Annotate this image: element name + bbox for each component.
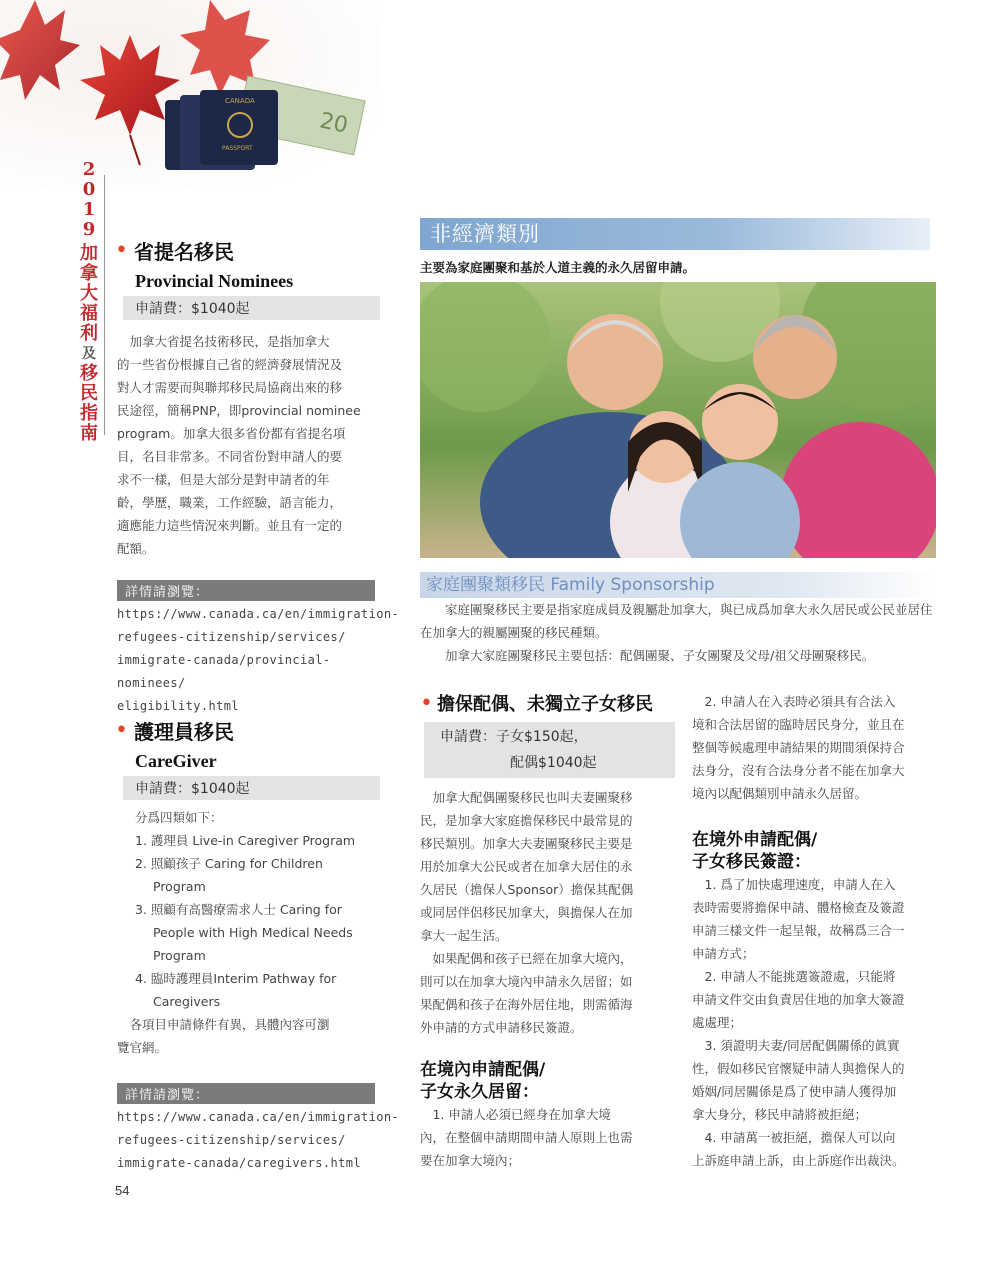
provincial-title-cn: 省提名移民 bbox=[133, 240, 234, 264]
side-title-year-char: 1 bbox=[82, 199, 96, 220]
body-line: 婚姻/同居關係是爲了使申請人獲得加 bbox=[692, 1084, 897, 1099]
caregiver-list-line: People with High Medical Needs bbox=[153, 925, 353, 940]
caregiver-list-line: 3. 照顧有高醫療需求人士 Caring for bbox=[135, 902, 342, 917]
body-line: 目，名目非常多。不同省份對申請人的要 bbox=[117, 449, 343, 464]
body-line: 1. 申請人必須已經身在加拿大境 bbox=[432, 1107, 611, 1122]
inland-title-line2: 子女永久居留： bbox=[420, 1082, 539, 1102]
svg-text:CANADA: CANADA bbox=[225, 97, 255, 105]
caregiver-title-cn: 護理員移民 bbox=[133, 720, 234, 744]
spouse-fee-line2: 配偶$1040起 bbox=[510, 755, 597, 771]
spouse-body bbox=[420, 786, 675, 1039]
family-sponsorship-p2: 加拿大家庭團聚移民主要包括：配偶團聚、子女團聚及父母/祖父母團聚移民。 bbox=[445, 648, 875, 663]
detail-label: 詳情請瀏覽： bbox=[117, 1083, 375, 1104]
body-line: 則可以在加拿大境內申請永久居留；如 bbox=[420, 974, 633, 989]
family-sponsorship-p1: 家庭團聚移民主要是指家庭成員及親屬赴加拿大，與已成爲加拿大永久居民或公民並居住在加拿大的親屬團聚的移民種類。 bbox=[420, 602, 933, 640]
spouse-section bbox=[420, 690, 675, 1172]
caregiver-closing bbox=[117, 1013, 380, 1059]
col3-section bbox=[692, 690, 942, 1172]
spouse-fee bbox=[424, 722, 675, 778]
url-line: immigrate-canada/caregivers.html bbox=[117, 1156, 361, 1170]
caregiver-list-line: 1. 護理員 Live-in Caregiver Program bbox=[135, 833, 356, 848]
caregiver-list-line: Program bbox=[153, 879, 206, 894]
inland-body bbox=[420, 1103, 675, 1172]
outland-title-line2: 子女移民簽證： bbox=[692, 852, 811, 872]
provincial-title-en: Provincial Nominees bbox=[135, 271, 294, 291]
outland-title-line1: 在境外申請配偶/ bbox=[692, 830, 818, 850]
family-sponsorship-band bbox=[420, 572, 936, 598]
family-sponsorship-title: 家庭團聚類移民 Family Sponsorship bbox=[426, 575, 715, 595]
body-line: program。加拿大很多省份都有省提名項 bbox=[117, 426, 346, 441]
body-line: 3. 須證明夫妻/同居配偶關係的眞實 bbox=[704, 1038, 900, 1053]
side-title-char: 及 bbox=[82, 346, 96, 362]
bullet-dot: • bbox=[115, 718, 128, 743]
body-line: 民，是加拿大家庭擔保移民中最常見的 bbox=[420, 813, 633, 828]
url-line: immigrate-canada/provincial-nominees/ bbox=[117, 653, 331, 690]
caregiver-section bbox=[115, 716, 380, 1059]
non-economic-band bbox=[420, 218, 930, 250]
caregiver-list-line: 2. 照顧孩子 Caring for Children bbox=[135, 856, 323, 871]
family-photo bbox=[420, 282, 936, 558]
body-line: 加拿大配偶團聚移民也叫夫妻團聚移 bbox=[432, 790, 633, 805]
body-line: 境和合法居留的臨時居民身分，並且在 bbox=[692, 717, 905, 732]
caregiver-list-line: Caregivers bbox=[153, 994, 221, 1009]
side-title-char: 指 bbox=[80, 403, 98, 424]
outland-body bbox=[692, 873, 942, 1172]
body-line: 如果配偶和孩子已經在加拿大境內， bbox=[432, 951, 633, 966]
body-line: 或同居伴侶移民加拿大，與擔保人在加 bbox=[420, 905, 633, 920]
side-title-year-char: 0 bbox=[82, 179, 96, 200]
body-line: 申請方式； bbox=[692, 946, 755, 961]
side-title bbox=[78, 160, 100, 444]
header-decoration bbox=[0, 0, 380, 190]
caregiver-title-en: CareGiver bbox=[135, 751, 217, 771]
body-line: 果配偶和孩子在海外居住地，則需循海 bbox=[420, 997, 633, 1012]
inland-title-line1: 在境內申請配偶/ bbox=[420, 1060, 546, 1080]
body-line: 加拿大省提名技術移民，是指加拿大 bbox=[129, 334, 330, 349]
side-title-year-char: 9 bbox=[82, 219, 96, 240]
detail-label: 詳情請瀏覽： bbox=[117, 580, 375, 601]
non-economic-title: 非經濟類別 bbox=[430, 222, 540, 246]
body-line: 久居民（擔保人Sponsor）擔保其配偶 bbox=[420, 882, 634, 897]
url-line: refugees-citizenship/services/ bbox=[117, 1133, 346, 1147]
url-line: eligibility.html bbox=[117, 699, 239, 713]
provincial-fee: 申請費：$1040起 bbox=[123, 296, 380, 320]
provincial-body bbox=[117, 330, 380, 560]
body-line: 齡，學歷，職業，工作經驗，語言能力， bbox=[117, 495, 343, 510]
body-line: 上訴庭申請上訴，由上訴庭作出裁決。 bbox=[692, 1153, 905, 1168]
side-title-char: 大 bbox=[80, 283, 98, 304]
body-line: 性，假如移民官懷疑申請人與擔保人的 bbox=[692, 1061, 905, 1076]
side-title-char: 移 bbox=[80, 363, 98, 384]
svg-text:20: 20 bbox=[317, 108, 351, 139]
spouse-title: 擔保配偶、未獨立子女移民 bbox=[436, 694, 653, 715]
body-line: 1. 爲了加快處理速度，申請人在入 bbox=[704, 877, 896, 892]
side-title-char: 南 bbox=[80, 423, 98, 444]
body-line: 整個等候處理申請結果的期間須保持合 bbox=[692, 740, 905, 755]
body-line: 表時需要將擔保申請、體格檢查及簽證 bbox=[692, 900, 905, 915]
side-title-year-char: 2 bbox=[82, 159, 96, 180]
provincial-url[interactable] bbox=[117, 603, 400, 718]
side-title-char: 拿 bbox=[80, 263, 98, 284]
body-line: 拿大身分，移民申請將被拒絕； bbox=[692, 1107, 868, 1122]
svg-text:PASSPORT: PASSPORT bbox=[222, 145, 253, 152]
bullet-dot: • bbox=[115, 238, 128, 263]
provincial-section bbox=[115, 236, 380, 560]
body-line: 覽官網。 bbox=[117, 1040, 168, 1055]
page-number: 54 bbox=[115, 1183, 130, 1198]
body-line: 拿大一起生活。 bbox=[420, 928, 508, 943]
spouse-fee-line1: 申請費：子女$150起， bbox=[440, 729, 588, 745]
body-line: 用於加拿大公民或者在加拿大居住的永 bbox=[420, 859, 633, 874]
inland-title bbox=[420, 1059, 675, 1103]
body-line: 2. 申請人在入表時必須具有合法入 bbox=[704, 694, 896, 709]
family-photo-illustration bbox=[420, 282, 936, 558]
body-line: 求不一樣，但是大部分是對申請者的年 bbox=[117, 472, 330, 487]
body-line: 境內以配偶類別申請永久居留。 bbox=[692, 786, 868, 801]
body-line: 移民類別。加拿大夫妻團聚移民主要是 bbox=[420, 836, 633, 851]
side-title-char: 利 bbox=[80, 323, 98, 344]
body-line: 4. 申請萬一被拒絕，擔保人可以向 bbox=[704, 1130, 896, 1145]
body-line: 申請三樣文件一起呈報，故稱爲三合一 bbox=[692, 923, 905, 938]
caregiver-url[interactable] bbox=[117, 1106, 400, 1175]
caregiver-list bbox=[135, 829, 380, 1013]
url-line: https://www.canada.ca/en/immigration- bbox=[117, 1110, 400, 1124]
body-line: 配額。 bbox=[117, 541, 155, 556]
body-line: 處處理； bbox=[692, 1015, 743, 1030]
side-title-char: 民 bbox=[80, 383, 98, 404]
url-line: refugees-citizenship/services/ bbox=[117, 630, 346, 644]
caregiver-fee: 申請費：$1040起 bbox=[123, 776, 380, 800]
url-line: https://www.canada.ca/en/immigration- bbox=[117, 607, 400, 621]
side-divider bbox=[104, 175, 105, 435]
provincial-detail bbox=[117, 580, 400, 718]
non-economic-intro: 主要為家庭團聚和基於人道主義的永久居留申請。 bbox=[420, 260, 696, 275]
body-line: 外申請的方式申請移民簽證。 bbox=[420, 1020, 583, 1035]
body-line: 法身分，沒有合法身分者不能在加拿大 bbox=[692, 763, 905, 778]
body-line: 對人才需要而與聯邦移民局協商出來的移 bbox=[117, 380, 343, 395]
body-line: 要在加拿大境內； bbox=[420, 1153, 521, 1168]
body-line: 的一些省份根據自己省的經濟發展情況及 bbox=[117, 357, 343, 372]
body-line: 各項目申請條件有異，具體內容可瀏 bbox=[129, 1017, 330, 1032]
body-line: 申請文件交由負責居住地的加拿大簽證 bbox=[692, 992, 905, 1007]
maple-leaf-passport-illustration bbox=[0, 0, 380, 190]
body-line: 內，在整個申請期間申請人原則上也需 bbox=[420, 1130, 633, 1145]
outland-title bbox=[692, 829, 942, 873]
bullet-dot: • bbox=[420, 690, 433, 716]
body-line: 2. 申請人不能挑選簽證處，只能將 bbox=[704, 969, 896, 984]
caregiver-list-line: Program bbox=[153, 948, 206, 963]
caregiver-detail bbox=[117, 1083, 400, 1175]
col3-top bbox=[692, 690, 942, 805]
body-line: 適應能力這些情況來判斷。並且有一定的 bbox=[117, 518, 343, 533]
side-title-char: 福 bbox=[80, 303, 98, 324]
side-title-char: 加 bbox=[80, 243, 98, 264]
caregiver-intro: 分爲四類如下： bbox=[135, 810, 223, 825]
caregiver-list-line: 4. 臨時護理員Interim Pathway for bbox=[135, 971, 337, 986]
body-line: 民途徑，簡稱PNP，即provincial nominee bbox=[117, 403, 361, 418]
